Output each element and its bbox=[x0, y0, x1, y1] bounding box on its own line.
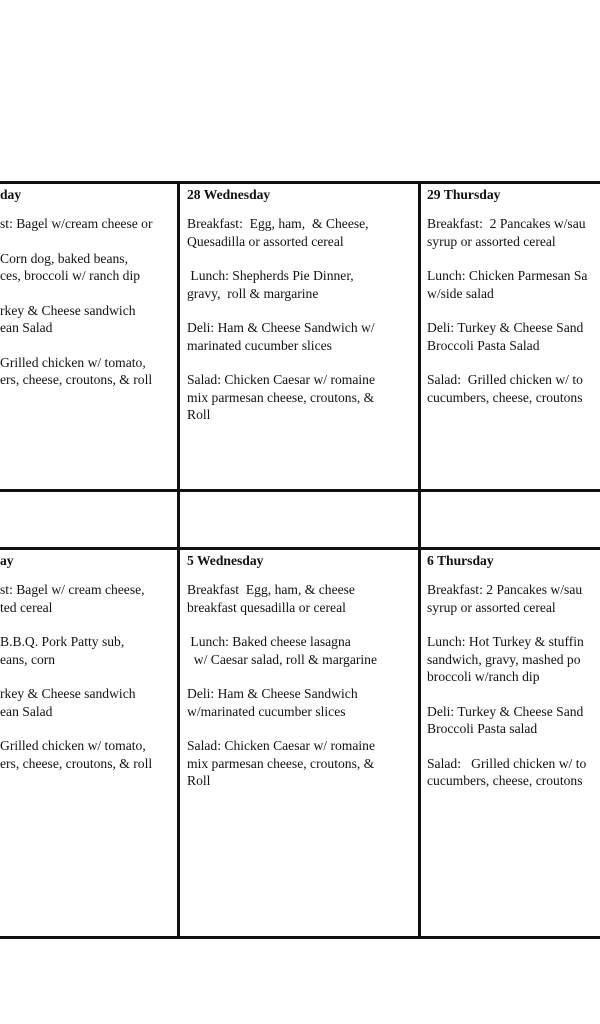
day-cell-wednesday-week1 bbox=[187, 186, 417, 441]
day-heading: day bbox=[0, 187, 22, 202]
menu-deli: rkey & Cheese sandwich ean Salad bbox=[0, 302, 136, 335]
table-row-divider bbox=[0, 547, 600, 550]
menu-deli: Deli: Turkey & Cheese Sand Broccoli Pasta salad bbox=[427, 703, 584, 736]
table-column-divider bbox=[177, 181, 180, 939]
day-cell-thursday-week1 bbox=[427, 186, 600, 423]
menu-lunch: Lunch: Chicken Parmesan Sa w/side salad bbox=[427, 268, 588, 301]
day-cell-wednesday-week2 bbox=[187, 552, 417, 807]
menu-lunch: Corn dog, baked beans, ces, broccoli w/ ranch dip bbox=[0, 250, 141, 283]
day-heading: 28 Wednesday bbox=[187, 187, 271, 202]
menu-breakfast: Breakfast: 2 Pancakes w/sau syrup or assorted cereal bbox=[427, 216, 586, 249]
menu-deli: Deli: Turkey & Cheese Sand Broccoli Pasta Salad bbox=[427, 320, 584, 353]
table-column-divider bbox=[418, 181, 421, 939]
menu-salad: Salad: Chicken Caesar w/ romaine mix parmesan cheese, croutons, & Roll bbox=[187, 372, 375, 422]
menu-lunch: B.B.Q. Pork Patty sub, eans, corn bbox=[0, 634, 125, 667]
menu-deli: Deli: Ham & Cheese Sandwich w/ marinated cucumber slices bbox=[187, 320, 375, 353]
menu-salad: Salad: Grilled chicken w/ to cucumbers, cheese, croutons bbox=[427, 755, 587, 788]
menu-breakfast: st: Bagel w/ cream cheese, ted cereal bbox=[0, 582, 145, 615]
menu-salad: Salad: Grilled chicken w/ to cucumbers, cheese, croutons bbox=[427, 372, 583, 405]
empty-cell bbox=[180, 492, 418, 547]
day-cell-tuesday-week1 bbox=[0, 186, 176, 406]
menu-lunch: Lunch: Shepherds Pie Dinner, gravy, roll & margarine bbox=[187, 268, 354, 301]
empty-cell bbox=[421, 492, 600, 547]
day-cell-thursday-week2 bbox=[427, 552, 600, 807]
menu-breakfast: Breakfast Egg, ham, & cheese breakfast quesadilla or cereal bbox=[187, 582, 355, 615]
day-heading: ay bbox=[0, 553, 14, 568]
empty-cell bbox=[0, 492, 177, 547]
menu-deli: Deli: Ham & Cheese Sandwich w/marinated cucumber slices bbox=[187, 686, 358, 719]
menu-lunch: Lunch: Hot Turkey & stuffin sandwich, gravy, mashed po broccoli w/ranch dip bbox=[427, 634, 584, 684]
menu-breakfast: Breakfast: 2 Pancakes w/sau syrup or assorted cereal bbox=[427, 582, 583, 615]
day-heading: 5 Wednesday bbox=[187, 553, 264, 568]
day-heading: 29 Thursday bbox=[427, 187, 501, 202]
menu-lunch: Lunch: Baked cheese lasagna w/ Caesar salad, roll & margarine bbox=[190, 634, 378, 667]
menu-breakfast: st: Bagel w/cream cheese or bbox=[0, 216, 153, 231]
menu-salad: Grilled chicken w/ tomato, ers, cheese, croutons, & roll bbox=[0, 354, 153, 387]
menu-deli: rkey & Cheese sandwich ean Salad bbox=[0, 686, 136, 719]
menu-salad: Salad: Chicken Caesar w/ romaine mix parmesan cheese, croutons, & Roll bbox=[187, 738, 375, 788]
day-cell-tuesday-week2 bbox=[0, 552, 176, 789]
menu-breakfast: Breakfast: Egg, ham, & Cheese, Quesadilla or assorted cereal bbox=[187, 216, 369, 249]
table-border-bottom bbox=[0, 936, 600, 939]
day-heading: 6 Thursday bbox=[427, 553, 494, 568]
table-border-top bbox=[0, 181, 600, 184]
menu-salad: Grilled chicken w/ tomato, ers, cheese, croutons, & roll bbox=[0, 738, 153, 771]
